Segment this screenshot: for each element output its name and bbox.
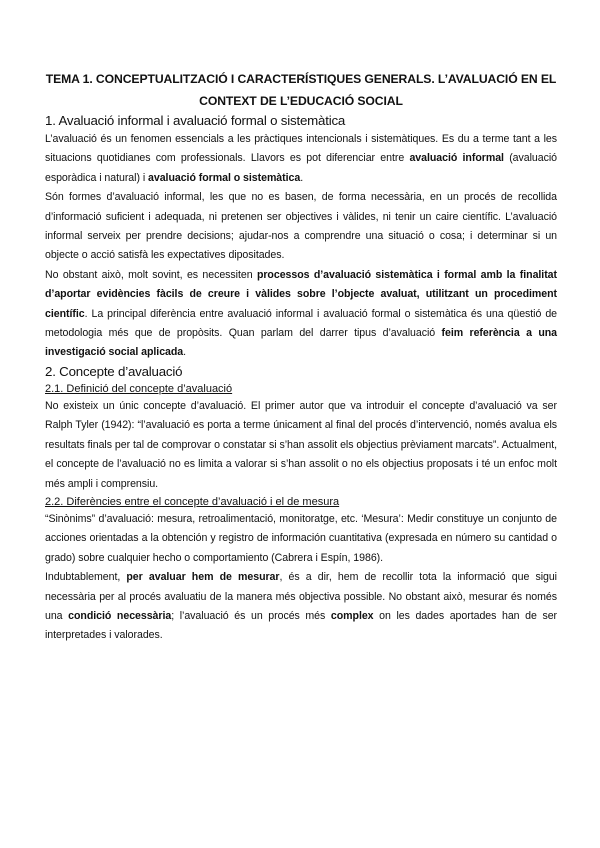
subsection-2-1-heading: 2.1. Definició del concepte d’avaluació bbox=[45, 382, 233, 395]
section-1-paragraph-3: No obstant això, molt sovint, es necessiten processos d’avaluació sistemàtica i formal amb la finalitat d’aportar evidències fàcils de creure i vàlides sobre l’objecte avaluat, utilitzant un procediment científic. La principal diferència entre avaluació informal i avaluació formal o sistemàtica és una qüestió de metodologia més que de propòsits. Quan parlam del darrer tipus d’avaluació feim referència a una investigació social aplicada. bbox=[45, 268, 558, 359]
bold-term: avaluació informal bbox=[409, 152, 504, 165]
section-1-heading: 1. Avaluació informal i avaluació formal o sistemàtica bbox=[45, 113, 346, 128]
subsection-2-1-paragraph: No existeix un únic concepte d’avaluació. El primer autor que va introduir el concepte d’avaluació va ser Ralph Tyler (1942): “l’avaluació es porta a terme únicament al final del procés d’intervenció, només avalua els resultats finals per tal de comprovar o constatar si s’han assolit els objectius prèviament marcats”. Actualment, el concepte de l’avaluació no es limita a valorar si s’han assolit o no els objectius proposats i té un enfoc molt més ampli i comprensiu. bbox=[45, 399, 557, 490]
document-title: TEMA 1. CONCEPTUALITZACIÓ I CARACTERÍSTIQUES GENERALS. L’AVALUACIÓ EN EL CONTEXT DE L’EDUCACIÓ SOCIAL bbox=[45, 72, 557, 108]
bold-term: feim referència a una investigació social aplicada bbox=[45, 327, 558, 359]
bold-term: condició necessària bbox=[68, 609, 172, 622]
subsection-2-2-paragraph-1: “Sinònims” d’avaluació: mesura, retroalimentació, monitoratge, etc. ‘Mesura’: Medir constituye un conjunto de acciones orientadas a la obtención y registro de información cuantitativa (expresada en número su cantidad o grado) sobre cualquier hecho o comportamiento (Cabrera i Espín, 1986). bbox=[45, 512, 557, 564]
bold-term: per avaluar hem de mesurar bbox=[126, 571, 280, 584]
bold-term: avaluació formal o sistemàtica bbox=[148, 171, 301, 184]
bold-term: processos d’avaluació sistemàtica i formal amb la finalitat d’aportar evidències fàcils de creure i vàlides sobre l’objecte avaluat, utilitzant un procediment científic bbox=[45, 268, 557, 320]
bold-term: complex bbox=[330, 609, 374, 622]
subsection-2-2-paragraph-2: Indubtablement, per avaluar hem de mesurar, és a dir, hem de recollir tota la informació que sigui necessària per al procés avaluatiu de la manera més objectiva possible. No obstant això, mesurar és només una condició necessària; l’avaluació és un procés més complex on les dades aportades han de ser interpretades i valorades. bbox=[45, 571, 558, 642]
document-page bbox=[45, 0, 557, 646]
section-2-heading: 2. Concepte d’avaluació bbox=[45, 363, 183, 379]
subsection-2-2-heading: 2.2. Diferències entre el concepte d’avaluació i el de mesura bbox=[45, 495, 340, 508]
section-1-paragraph-2: Són formes d’avaluació informal, les que no es basen, de forma necessària, en un procés de recollida d’informació suficient i adequada, ni pretenen ser objectives i vàlides, ni tenir un caire científic. L’avaluació informal serveix per prendre decisions; ajudar-nos a comprendre una situació o cosa; i determinar si un objecte o acció satisfà les expectatives dipositades. bbox=[45, 191, 557, 262]
section-1-paragraph-1: L’avaluació és un fenomen essencials a les pràctiques intencionals i sistemàtiques. Es du a terme tant a les situacions quotidianes com professionals. Llavors es pot diferenciar entre avaluació informal (avaluació esporàdica i natural) i avaluació formal o sistemàtica. bbox=[45, 133, 557, 184]
